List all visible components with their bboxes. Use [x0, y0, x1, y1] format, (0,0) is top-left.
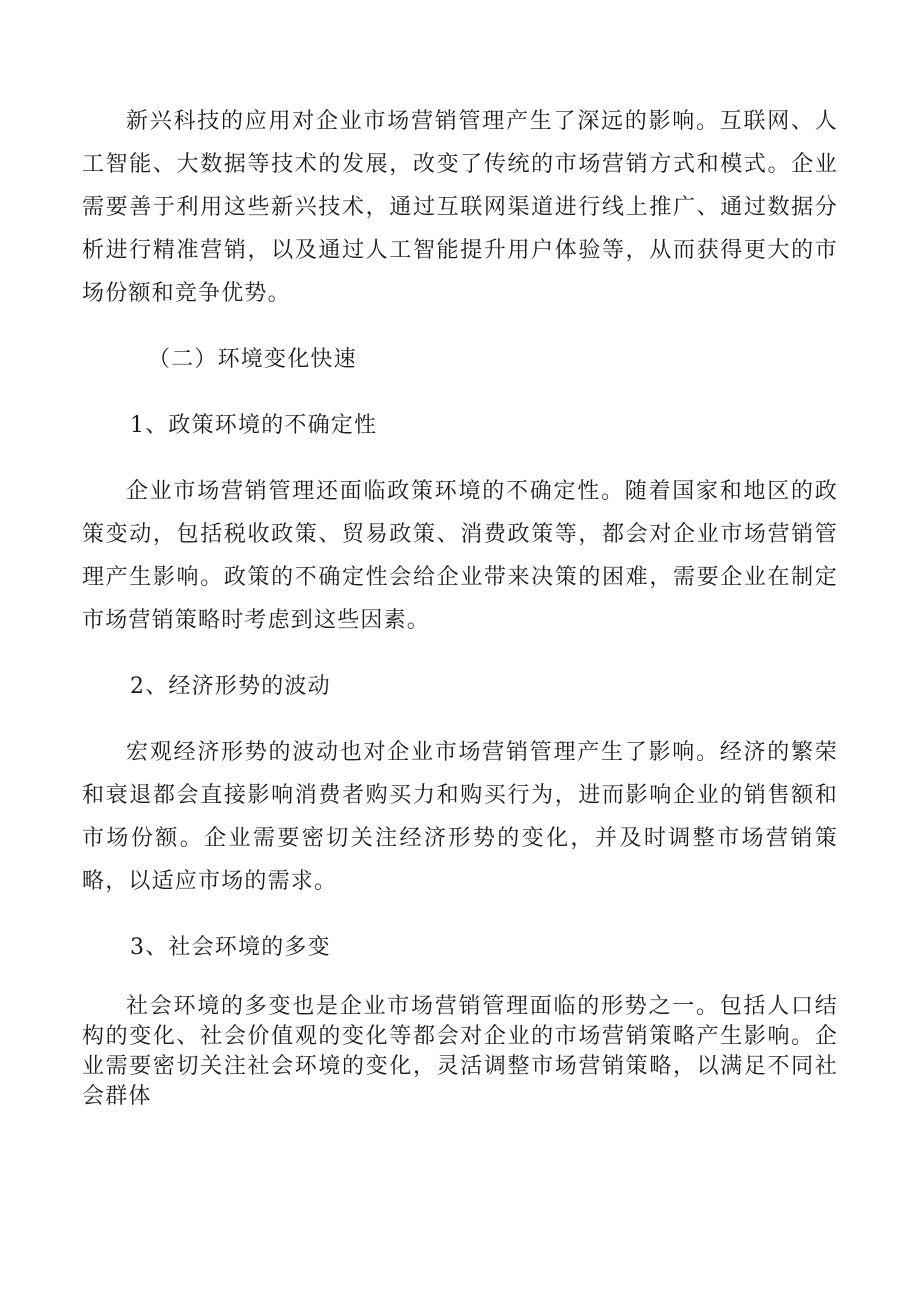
paragraph-policy-environment: 企业市场营销管理还面临政策环境的不确定性。随着国家和地区的政策变动，包括税收政策、贸易政策、消费政策等，都会对企业市场营销管理产生影响。政策的不确定性会给企业带来决策的困难，需要企业在制定市场营销策略时考虑到这些因素。	[82, 479, 838, 633]
paragraph-tech-impact: 新兴科技的应用对企业市场营销管理产生了深远的影响。互联网、人工智能、大数据等技术的发展，改变了传统的市场营销方式和模式。企业需要善于利用这些新兴技术，通过互联网渠道进行线上推广、通过数据分析进行精准营销，以及通过人工智能提升用户体验等，从而获得更大的市场份额和竞争优势。	[82, 109, 838, 306]
subheading-policy-environment: 1、政策环境的不确定性	[130, 413, 378, 438]
section-heading-environment-change: （二）环境变化快速	[148, 347, 357, 372]
subheading-social-environment: 3、社会环境的多变	[130, 935, 331, 960]
subheading-economic-situation: 2、经济形势的波动	[130, 674, 331, 699]
paragraph-economic-situation: 宏观经济形势的波动也对企业市场营销管理产生了影响。经济的繁荣和衰退都会直接影响消费者购买力和购买行为，进而影响企业的销售额和市场份额。企业需要密切关注经济形势的变化，并及时调整市场营销策略，以适应市场的需求。	[82, 740, 838, 894]
paragraph-social-environment: 社会环境的多变也是企业市场营销管理面临的形势之一。包括人口结构的变化、社会价值观的变化等都会对企业的市场营销策略产生影响。企业需要密切关注社会环境的变化，灵活调整市场营销策略，以满足不同社会群体	[82, 994, 838, 1109]
